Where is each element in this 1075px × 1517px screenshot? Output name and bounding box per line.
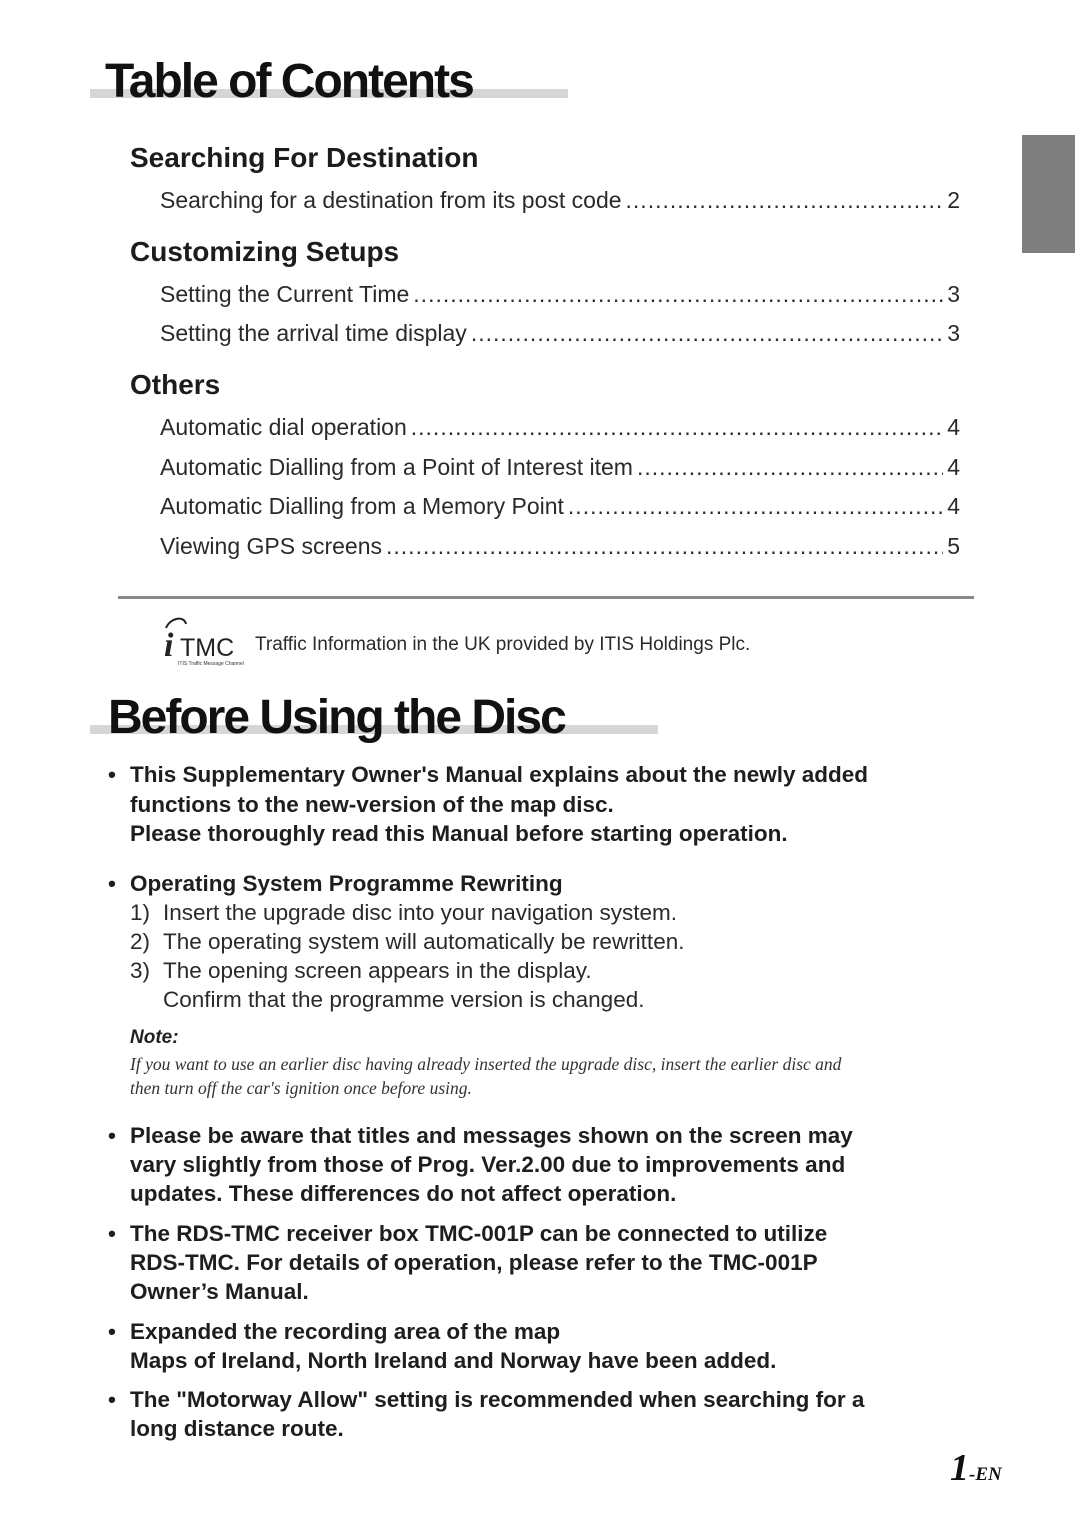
toc-entry-label: Setting the arrival time display xyxy=(160,320,467,346)
step-text: The operating system will automatically be rewritten. xyxy=(163,929,685,954)
note-text: then turn off the car's ignition once before using. xyxy=(130,1078,472,1098)
logo-subtext: ITIS Traffic Message Channel xyxy=(178,661,244,667)
toc-page-number: 3 xyxy=(947,320,960,346)
toc-entry-label: Setting the Current Time xyxy=(160,281,410,307)
step-text: Insert the upgrade disc into your navigation system. xyxy=(163,900,678,925)
toc-entry[interactable] xyxy=(160,533,960,560)
toc-page-number: 4 xyxy=(947,414,960,440)
bullet-marker: • xyxy=(108,871,116,896)
toc-page-number: 4 xyxy=(947,493,960,519)
page-number xyxy=(950,1446,1002,1490)
toc-entry-label: Searching for a destination from its post code xyxy=(160,187,622,213)
toc-entry[interactable] xyxy=(160,187,960,214)
bullet-text: The RDS-TMC receiver box TMC-001P can be connected to utilize xyxy=(130,1221,828,1246)
bullet-text: functions to the new-version of the map disc. xyxy=(130,792,614,817)
toc-entry-label: Viewing GPS screens xyxy=(160,533,383,559)
toc-leader-dots xyxy=(386,533,943,560)
itmc-logo xyxy=(160,616,248,668)
bullet-text: long distance route. xyxy=(130,1416,344,1441)
bullet-text: Please be aware that titles and messages shown on the screen may xyxy=(130,1123,853,1148)
bullet-text: The "Motorway Allow" setting is recommended when searching for a xyxy=(130,1387,865,1412)
note-label: Note: xyxy=(130,1027,179,1048)
step-number: 2) xyxy=(130,929,151,954)
bullet-text: Owner’s Manual. xyxy=(130,1279,309,1304)
bullet-text: Please thoroughly read this Manual before starting operation. xyxy=(130,821,788,846)
toc-leader-dots xyxy=(568,493,943,520)
logo-i-letter: i xyxy=(164,627,174,664)
toc-leader-dots xyxy=(626,187,944,214)
step-text: The opening screen appears in the display. xyxy=(163,958,592,983)
bullet-heading: Operating System Programme Rewriting xyxy=(130,871,563,896)
bullet-marker: • xyxy=(108,1319,116,1344)
toc-title: Table of Contents xyxy=(105,55,473,108)
section-divider xyxy=(118,596,974,599)
step-item xyxy=(130,929,684,955)
toc-leader-dots xyxy=(471,320,943,347)
toc-heading-others: Others xyxy=(130,369,221,400)
bullet-marker: • xyxy=(108,1387,116,1412)
toc-leader-dots xyxy=(637,454,943,481)
page-language-suffix: -EN xyxy=(969,1464,1002,1485)
bullet-marker: • xyxy=(108,762,116,787)
bullet-marker: • xyxy=(108,1123,116,1148)
bullet-text: This Supplementary Owner's Manual explains about the newly added xyxy=(130,762,869,787)
tmc-provider-note: Traffic Information in the UK provided by ITIS Holdings Plc. xyxy=(255,634,751,655)
toc-leader-dots xyxy=(411,414,943,441)
toc-page-number: 2 xyxy=(947,187,960,213)
toc-entry[interactable] xyxy=(160,281,960,308)
bullet-text: Expanded the recording area of the map xyxy=(130,1319,561,1344)
toc-entry[interactable] xyxy=(160,320,960,347)
toc-leader-dots xyxy=(413,281,943,308)
step-item xyxy=(130,958,592,984)
logo-tmc-letters: TMC xyxy=(180,634,235,662)
toc-heading-customizing: Customizing Setups xyxy=(130,236,400,267)
toc-entry-label: Automatic Dialling from a Point of Interest item xyxy=(160,454,633,480)
step-number: 1) xyxy=(130,900,151,925)
before-title: Before Using the Disc xyxy=(108,691,565,744)
toc-entry-label: Automatic Dialling from a Memory Point xyxy=(160,493,564,519)
toc-page-number: 5 xyxy=(947,533,960,559)
step-continuation: Confirm that the programme version is changed. xyxy=(163,987,645,1012)
toc-heading-searching: Searching For Destination xyxy=(130,142,479,173)
toc-page-number: 4 xyxy=(947,454,960,480)
bullet-text: RDS-TMC. For details of operation, please refer to the TMC-001P xyxy=(130,1250,818,1275)
page-number-value: 1 xyxy=(950,1447,969,1489)
toc-entry[interactable] xyxy=(160,454,960,481)
bullet-text: updates. These differences do not affect operation. xyxy=(130,1181,677,1206)
note-text: If you want to use an earlier disc having already inserted the upgrade disc, insert the earlier disc and xyxy=(130,1054,842,1074)
toc-entry[interactable] xyxy=(160,414,960,441)
bullet-text: Maps of Ireland, North Ireland and Norway have been added. xyxy=(130,1348,777,1373)
bullet-text: vary slightly from those of Prog. Ver.2.00 due to improvements and xyxy=(130,1152,846,1177)
toc-entry[interactable] xyxy=(160,493,960,520)
step-number: 3) xyxy=(130,958,151,983)
side-tab-marker xyxy=(1022,135,1075,253)
bullet-marker: • xyxy=(108,1221,116,1246)
step-item xyxy=(130,900,677,926)
toc-page-number: 3 xyxy=(947,281,960,307)
toc-entry-label: Automatic dial operation xyxy=(160,414,407,440)
